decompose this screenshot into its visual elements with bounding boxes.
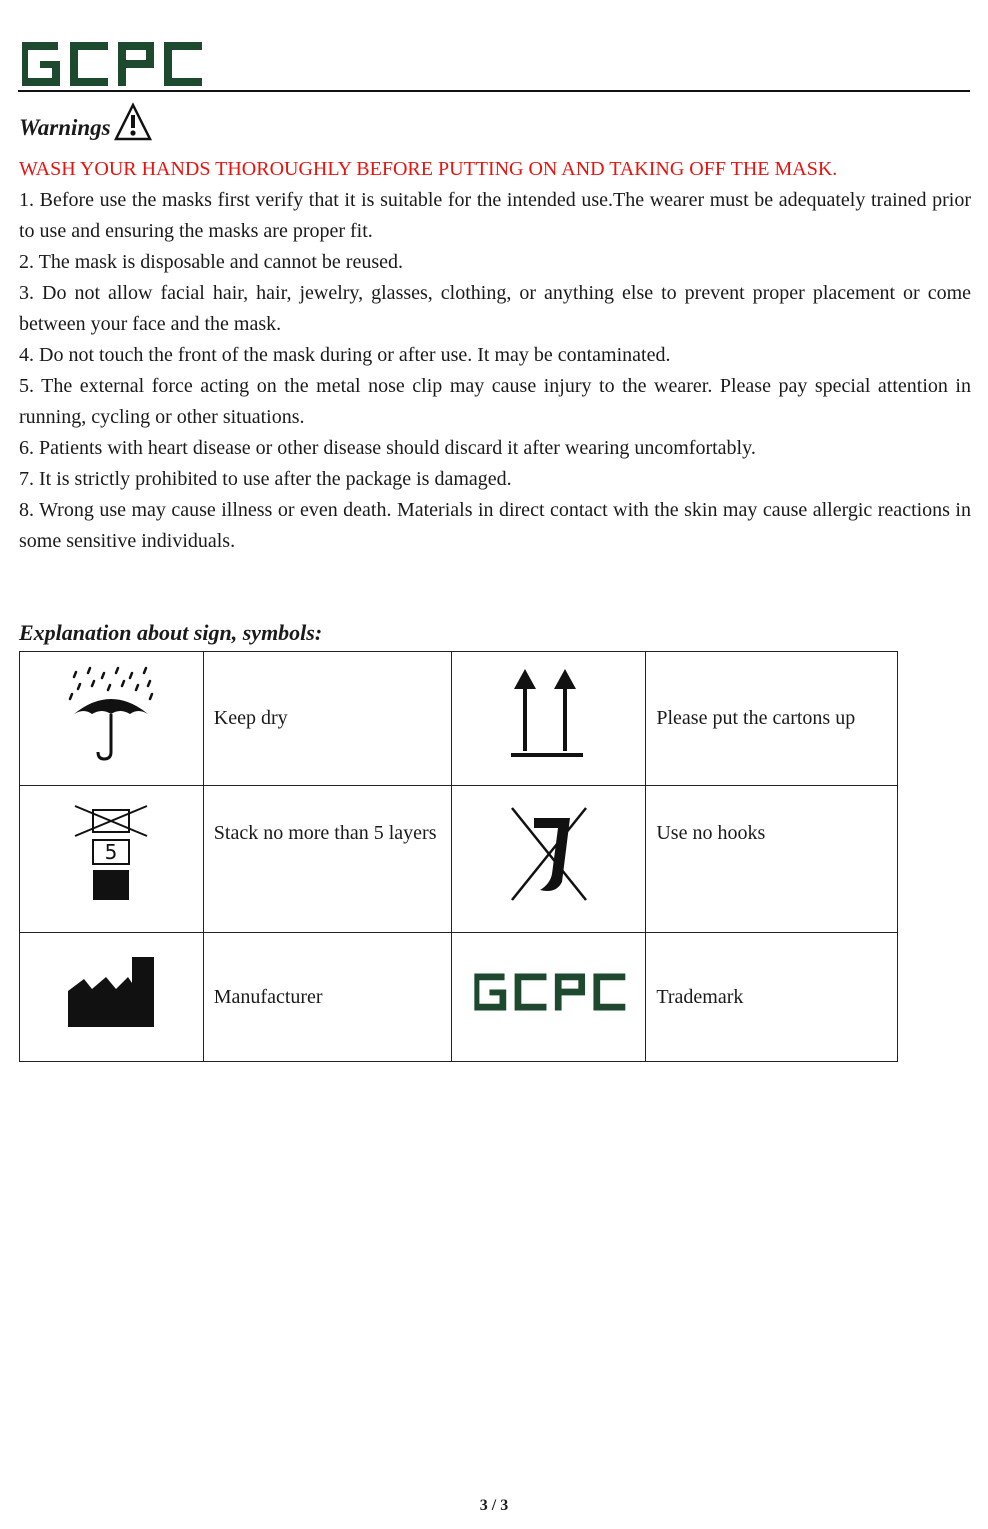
- warning-item: 2. The mask is disposable and cannot be reused.: [19, 251, 403, 273]
- symbol-cell: [20, 652, 204, 786]
- warnings-title: Warnings: [19, 115, 111, 140]
- svg-text:5: 5: [105, 840, 118, 864]
- warning-item: 3. Do not allow facial hair, hair, jewelry, glasses, clothing, or anything else to prevent proper placement or come between your face and the mask.: [19, 282, 971, 335]
- table-row: [20, 652, 898, 786]
- symbol-cell: [452, 652, 646, 786]
- page-header: [18, 36, 970, 92]
- gcpc-logo: [18, 42, 204, 86]
- warning-triangle-icon: [113, 102, 153, 142]
- symbol-label: Please put the cartons up: [646, 652, 898, 786]
- symbol-label: Manufacturer: [203, 933, 452, 1062]
- symbol-label: Keep dry: [203, 652, 452, 786]
- symbol-cell: [452, 933, 646, 1062]
- warnings-heading: [19, 100, 153, 144]
- symbol-label: Use no hooks: [646, 786, 898, 933]
- warning-item: 4. Do not touch the front of the mask during or after use. It may be contaminated.: [19, 344, 671, 366]
- warning-item: 7. It is strictly prohibited to use after the package is damaged.: [19, 468, 512, 490]
- symbols-table: [19, 651, 898, 1062]
- gcpc-trademark-logo: [471, 973, 627, 1011]
- stack-limit-5-icon: [71, 802, 151, 906]
- keep-dry-umbrella-icon: [66, 664, 156, 764]
- symbol-label: Stack no more than 5 layers: [203, 786, 452, 933]
- symbol-cell: [452, 786, 646, 933]
- warnings-body: [19, 154, 971, 557]
- symbol-cell: [20, 786, 204, 933]
- symbols-heading: Explanation about sign, symbols:: [19, 620, 323, 645]
- this-way-up-arrows-icon: [509, 667, 589, 761]
- table-row: [20, 786, 898, 933]
- table-row: [20, 933, 898, 1062]
- warning-item: 1. Before use the masks first verify that it is suitable for the intended use.The wearer must be adequately trained prior to use and ensuring the masks are proper fit.: [19, 189, 971, 242]
- warning-item: 8. Wrong use may cause illness or even death. Materials in direct contact with the skin may cause allergic reactions in some sensitive individuals.: [19, 499, 971, 552]
- symbol-cell: [20, 933, 204, 1062]
- manufacturer-factory-icon: [66, 955, 156, 1029]
- warning-headline: WASH YOUR HANDS THOROUGHLY BEFORE PUTTING ON AND TAKING OFF THE MASK.: [19, 158, 838, 180]
- symbol-label: Trademark: [646, 933, 898, 1062]
- no-hooks-icon: [504, 804, 594, 904]
- warning-item: 6. Patients with heart disease or other disease should discard it after wearing uncomfortably.: [19, 437, 756, 459]
- page-number: 3 / 3: [479, 1497, 509, 1514]
- warning-item: 5. The external force acting on the metal nose clip may cause injury to the wearer. Please pay special attention in running, cycling or other situations.: [19, 375, 971, 428]
